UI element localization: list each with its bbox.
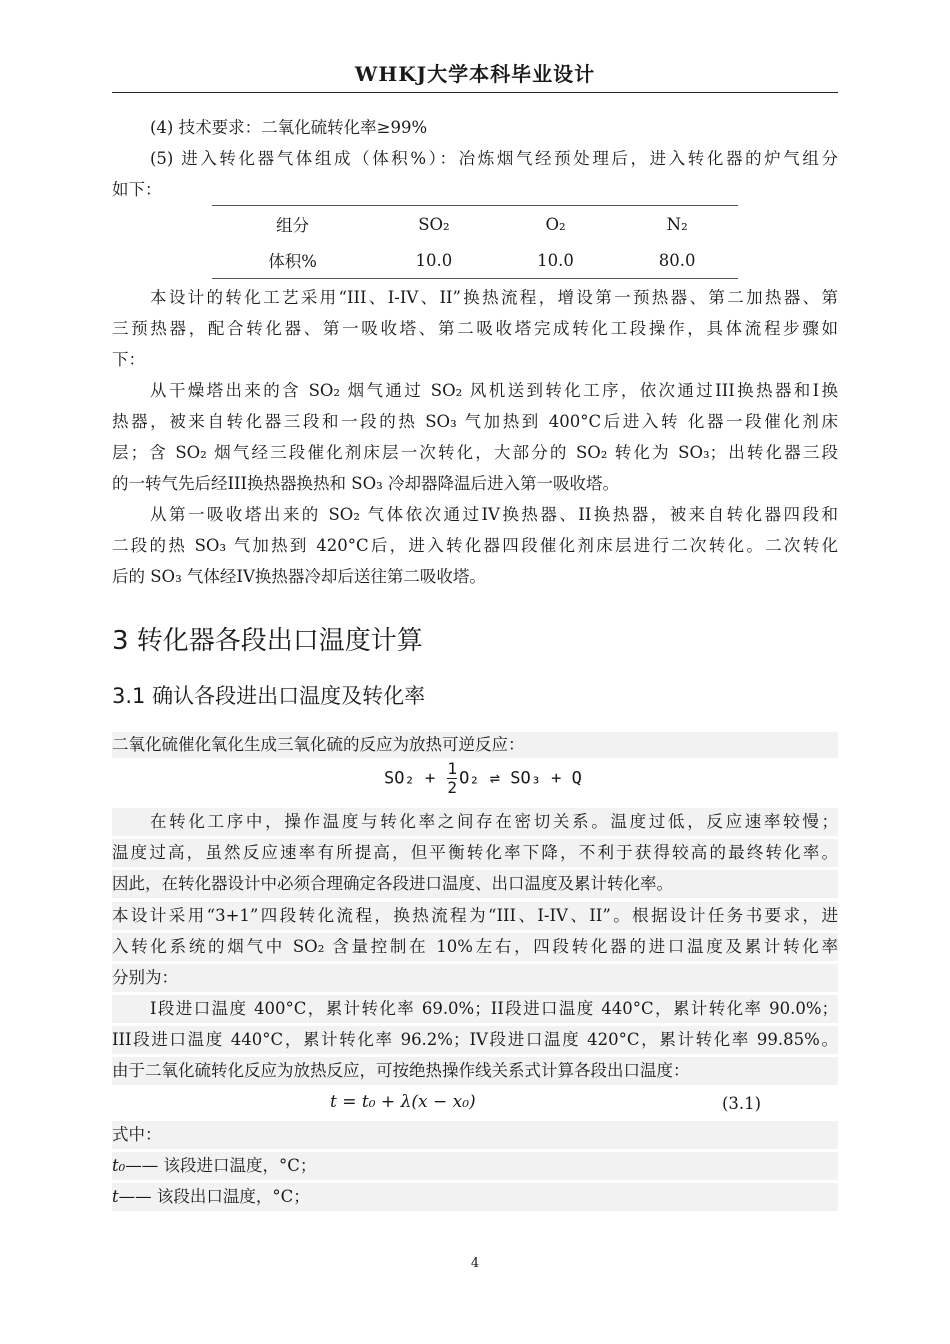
symbol-description: —— 该段出口温度，°C；	[118, 1187, 310, 1206]
equation-number: (3.1)	[722, 1094, 762, 1113]
table-header-cell: 组分	[276, 216, 310, 235]
paragraph-line: 本设计的转化工艺采用“III、I-IV、II”换热流程，增设第一预热器、第二加热器、第	[150, 288, 838, 307]
paragraph-line: 二段的热 SO₃ 气加热到 420°C后，进入转化器四段催化剂床层进行二次转化。二次转化	[112, 536, 838, 555]
reaction-intro-line: 二氧化硫催化氧化生成三氧化硫的反应为放热可逆反应：	[112, 732, 838, 758]
paragraph-line: 三预热器，配合转化器、第一吸收塔、第二吸收塔完成转化工段操作，具体流程步骤如	[112, 319, 838, 338]
paragraph-line: 由于二氧化硫转化反应为放热反应，可按绝热操作线关系式计算各段出口温度：	[112, 1057, 838, 1085]
paragraph-line: 热器，被来自转化器三段和一段的热 SO₃ 气加热到 400°C后进入转 化器一段催化剂床	[112, 412, 838, 431]
table-cell: 80.0	[658, 250, 696, 270]
adiabatic-equation: t = t₀ + λ(x − x₀)	[330, 1092, 476, 1112]
equation-left: SO₂ +	[384, 768, 446, 789]
subsection-heading: 3.1 确认各段进出口温度及转化率	[112, 684, 426, 708]
fraction-numerator: 1	[447, 759, 458, 778]
composition-line-cont: 如下：	[112, 180, 162, 199]
fraction	[447, 760, 457, 797]
running-header: WHKJ大学本科毕业设计	[354, 62, 596, 86]
paragraph-line: 从干燥塔出来的含 SO₂ 烟气通过 SO₂ 风机送到转化工序，依次通过III换热器和I换	[150, 381, 838, 400]
paragraph-line: 入转化系统的烟气中 SO₂ 含量控制在 10%左右，四段转化器的进口温度及累计转化率	[112, 933, 838, 961]
paragraph-line: 层；含 SO₂ 烟气经三段催化剂床层一次转化，大部分的 SO₂ 转化为 SO₃；出转化器三段	[112, 443, 838, 462]
equation-right: O₂ ⇌ SO₃ + Q	[459, 768, 582, 789]
paragraph-line: 下：	[112, 350, 145, 369]
table-header-cell: SO₂	[418, 214, 450, 234]
paragraph-line: III段进口温度 440°C，累计转化率 96.2%；IV段进口温度 420°C，累计转化率 99.85%。	[112, 1026, 838, 1054]
table-cell: 10.0	[537, 250, 574, 270]
paragraph-line: 分别为：	[112, 964, 838, 992]
section-heading: 3 转化器各段出口温度计算	[112, 626, 423, 656]
symbol-definition	[112, 1183, 838, 1211]
table-header-cell: N₂	[666, 214, 688, 234]
table-row	[212, 242, 738, 279]
requirement-line: (4) 技术要求：二氧化硫转化率≥99%	[150, 118, 428, 137]
where-label: 式中：	[112, 1121, 838, 1149]
composition-line: (5) 进入转化器气体组成（体积%）：冶炼烟气经预处理后，进入转化器的炉气组分	[150, 149, 838, 168]
fraction-denominator: 2	[447, 778, 458, 797]
symbol-definition	[112, 1152, 838, 1180]
header-rule	[112, 92, 838, 93]
symbol: t	[112, 1187, 119, 1206]
paragraph-line: 本设计采用“3+1”四段转化流程，换热流程为“III、I-IV、II”。根据设计任务书要求，进	[112, 902, 838, 930]
table-cell: 10.0	[415, 250, 453, 270]
paragraph-line: 因此，在转化器设计中必须合理确定各段进口温度、出口温度及累计转化率。	[112, 870, 838, 898]
page-number: 4	[470, 1256, 480, 1271]
gas-composition-table	[212, 205, 738, 279]
reaction-equation	[384, 760, 582, 797]
paragraph-line: 的一转气先后经III换热器换热和 SO₃ 冷却器降温后进入第一吸收塔。	[112, 474, 619, 493]
table-header-row	[212, 206, 738, 243]
table-header-cell: O₂	[545, 214, 566, 234]
paragraph-line: 后的 SO₃ 气体经IV换热器冷却后送往第二吸收塔。	[112, 567, 486, 586]
paragraph-line: 温度过高，虽然反应速率有所提高，但平衡转化率下降，不利于获得较高的最终转化率。	[112, 839, 838, 867]
paragraph-line: I段进口温度 400°C，累计转化率 69.0%；II段进口温度 440°C，累计转化率 90.0%；	[112, 995, 838, 1023]
table-cell: 体积%	[268, 252, 317, 271]
symbol: t₀	[112, 1156, 126, 1175]
paragraph-line: 从第一吸收塔出来的 SO₂ 气体依次通过IV换热器、II换热器，被来自转化器四段和	[150, 505, 838, 524]
symbol-description: —— 该段进口温度，°C；	[125, 1156, 317, 1175]
paragraph-line: 在转化工序中，操作温度与转化率之间存在密切关系。温度过低，反应速率较慢；	[112, 808, 838, 836]
